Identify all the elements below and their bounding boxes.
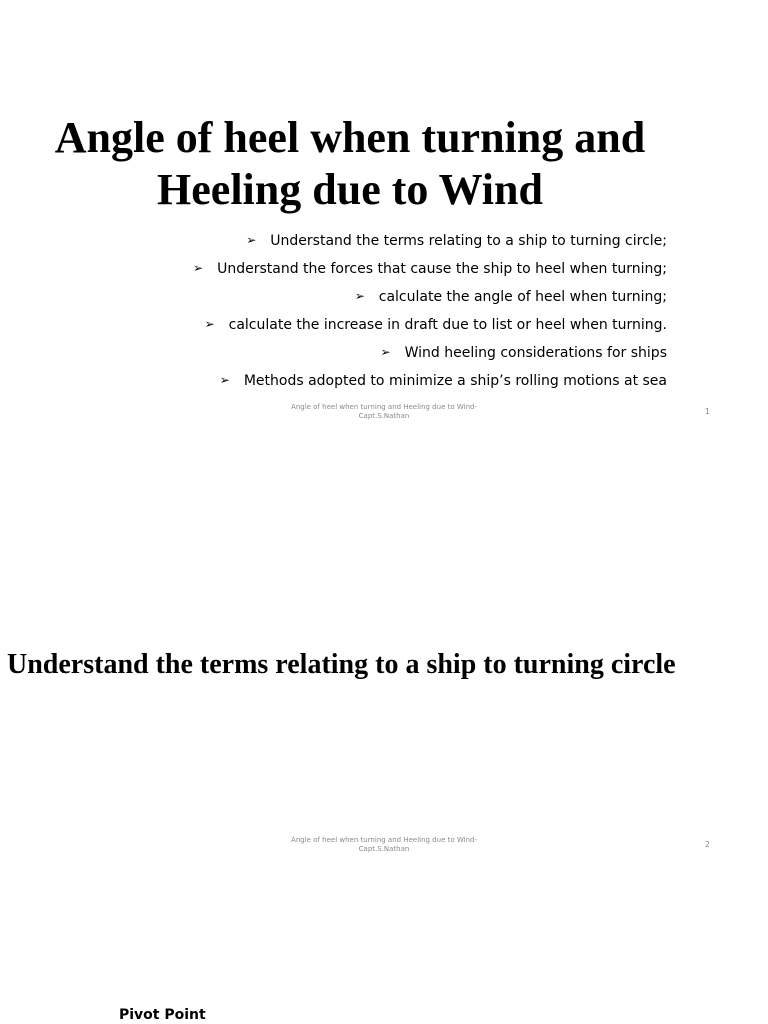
arrowhead-bullet-icon: ➢ [193,261,204,275]
list-item [193,338,667,366]
arrowhead-bullet-icon: ➢ [204,317,215,331]
footer-author: Capt.S.Nathan [358,412,410,420]
slide-3-heading: Pivot Point [119,1007,206,1023]
list-item [193,226,667,254]
slide-2-title: Understand the terms relating to a ship to turning circle [7,649,676,680]
list-item-text: calculate the increase in draft due to list or heel when turning. [228,317,667,333]
footer-title: Angle of heel when turning and Heeling due to Wind- [291,836,477,844]
footer-title: Angle of heel when turning and Heeling due to Wind- [291,403,477,411]
slide-1-footer [274,403,494,421]
list-item-text: Wind heeling considerations for ships [404,345,667,361]
page-number: 1 [704,407,710,416]
list-item [193,366,667,394]
arrowhead-bullet-icon: ➢ [246,233,257,247]
list-item-text: Understand the forces that cause the ship to heel when turning; [217,261,667,277]
list-item-text: calculate the angle of heel when turning; [378,289,667,305]
arrowhead-bullet-icon: ➢ [380,345,391,359]
objectives-list [193,226,667,394]
arrowhead-bullet-icon: ➢ [354,289,365,303]
list-item [193,254,667,282]
slide-1-title: Angle of heel when turning and Heeling due to Wind [54,113,646,214]
list-item [193,310,667,338]
list-item-text: Understand the terms relating to a ship to turning circle; [270,233,667,249]
footer-author: Capt.S.Nathan [358,845,410,853]
page-number: 2 [704,840,710,849]
arrowhead-bullet-icon: ➢ [219,373,230,387]
list-item [193,282,667,310]
list-item-text: Methods adopted to minimize a ship’s rolling motions at sea [243,373,667,389]
slide-2-footer [274,836,494,854]
